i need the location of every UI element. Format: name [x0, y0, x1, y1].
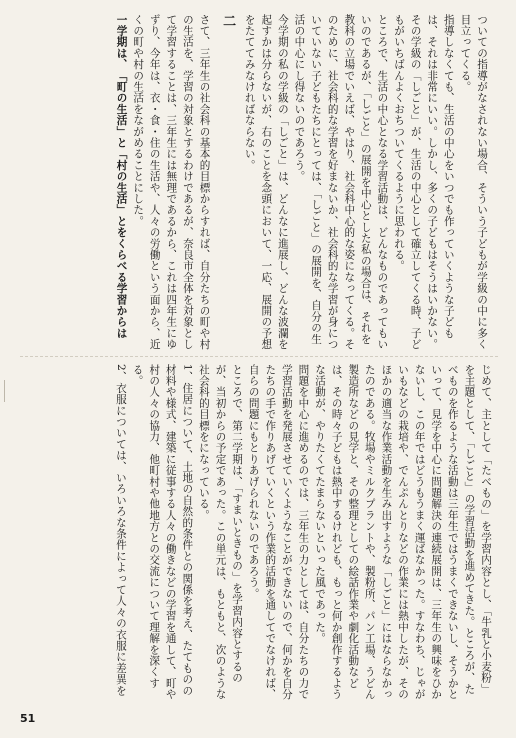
paragraph: ところで、生活の中心となる学習活動は、どんなものであってもいいのであるが、「しごと」の展開を中心とした私の場合は、それを教科の立場でいえば、やはり、社会科中心的な姿になってくる。そのために、社会科的な学習を好まないか、社会科的な学習が身についていない子どもたちにとっては、「しごと」の展開を、自分の生活の中心にし得ないのであろう。	[293, 14, 389, 350]
page-number: 51	[20, 712, 36, 725]
paragraph: 問題を中心に進めるのでは、三年生の力としては、自分たちの力で学習活動を発展させていくようなことができないので、何かを自分たちの手で作りあげていくという作業的活動を通してでなければ、自らの問題にもとりあげられないのであろう。	[247, 364, 310, 700]
list-item: 2、衣服については、いろいろな条件によって人々の衣服に差異を	[114, 364, 127, 697]
list-item: 1、住居について、土地の自然的条件との関係を考え、たてものの材料や様式、建築に従事する人々の働きなどの学習を通して、町や村の人々の協力、他町村や他地方との交流について理解を深くする。	[131, 364, 194, 700]
margin-mark	[4, 380, 5, 402]
paragraph: さて、三年生の社会科の基本的目標からすれば、自分たちの町や村の生活を、学習の対象とするわけであるが、奈良市全体を対象として学習することは、三年生には無理であるから、これは四年生にゆずり、今年は、衣・食・住の生活や、人々の労働という面から、近くの町や村の生活をながめることにした。	[132, 14, 211, 350]
paragraph: ところで、第二学期は、「すまいときもの」を学習内容とするのが、当初からの予定であった。この単元は、もともと、次のような社会科的目標をになっている。	[197, 364, 244, 700]
paragraph: ついての指導がなされない場合、そういう子どもが学級の中に多く目立ってくる。	[459, 14, 488, 350]
paragraph: じめて、主として「たべもの」を学習内容とし、「牛乳と小麦粉」を主題として、「しごと」の学習活動を進めてきた。ところが、たべものを作るような活動は三年生ではうまくできないし、そうかといって、見学を中心に問題解決の連続展開は、三年生の興味をひかないし、この年ではどうもうまく運ばなかった。すなわち、じゃがいもなどの栽培や、でんぷんとりなどの作業には熱中したが、そのほかの適当な作業活動を生み出すような「しごと」にはならなかったのである。牧場やミルクプラントや、製粉所、パン工場、うどん製造所などの見学と、その整理としての絵話作業や劇化活動などは、その時々子どもは熱中するけれども、もっと何か創作するような活動が、やりたくてたまらないといった風であった。	[314, 364, 492, 700]
section-number: 二	[220, 14, 236, 28]
lower-text-block	[28, 364, 494, 702]
upper-text-block	[30, 14, 490, 352]
section-divider	[20, 356, 498, 357]
paragraph: 今学期の私の学級の「しごと」は、どんなに進展し、どんな波瀾を起すかは分らないが、右のことを念頭において、一応、展開の予想をたててみなければならない。	[243, 14, 289, 350]
paragraph: 指導しなくても、生活の中心をいつでも作っていくような子どもは、それは非常にいい。しかし、多くの子どもはそうはいかない。その学級の「しごと」が、生活の中心として確立してくる時、子どもがいちばんよくおちついてくるように思われる。	[393, 14, 455, 350]
paragraph: 一学期は、「町の生活」と「村の生活」とをくらべる学習からは	[115, 14, 128, 339]
